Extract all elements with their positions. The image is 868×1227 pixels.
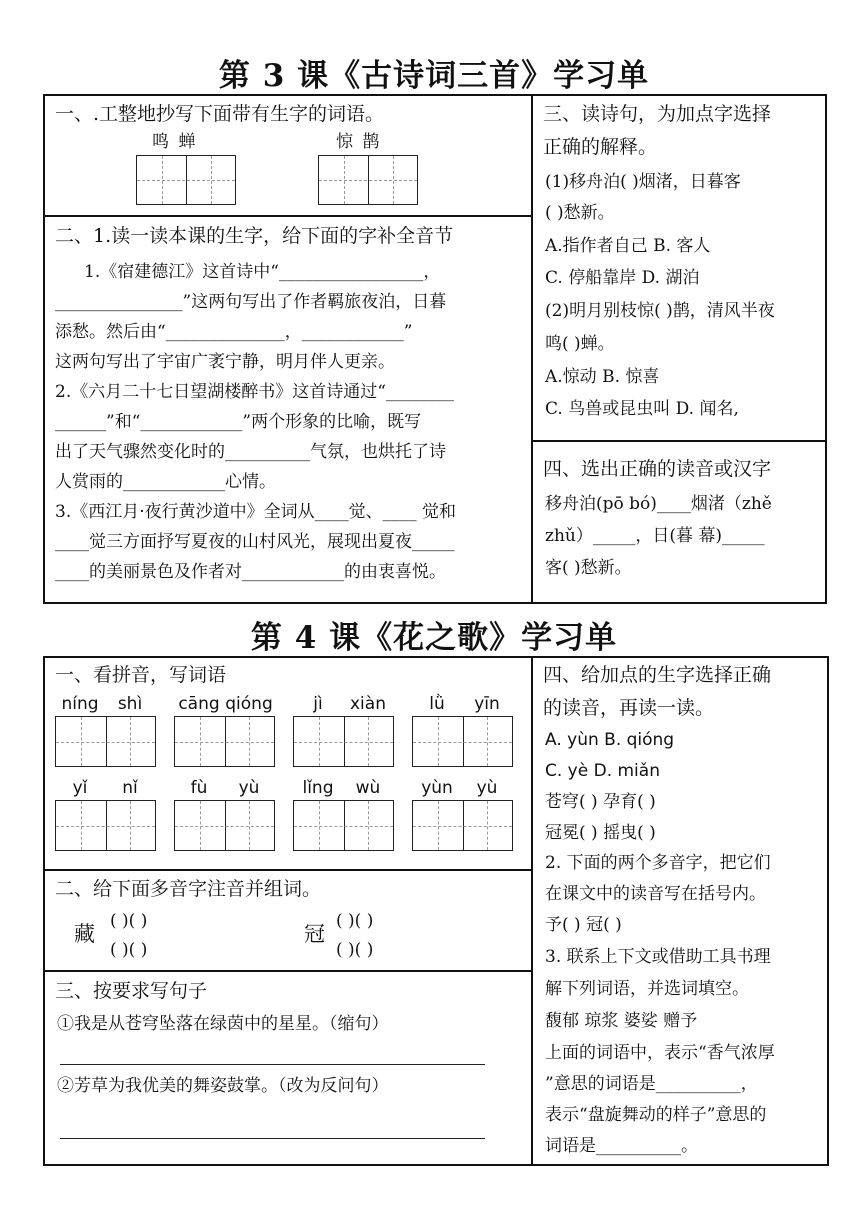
answer-blank[interactable]: ( )( ) bbox=[110, 911, 148, 931]
text-line: 1.《宿建德江》这首诗中“_________________， bbox=[84, 262, 441, 282]
answer-line[interactable] bbox=[60, 1064, 485, 1065]
pinyin-label: yùn bbox=[421, 778, 453, 798]
writing-grid[interactable] bbox=[318, 155, 418, 205]
text-line: _______________”这两句写出了作者羁旅夜泊，日暮 bbox=[55, 292, 447, 312]
polyphone-char: 冠 bbox=[304, 922, 325, 946]
divider bbox=[531, 656, 533, 1166]
writing-grid[interactable] bbox=[174, 800, 275, 851]
pinyin-label: yǐ bbox=[72, 778, 88, 798]
text-line: 这两句写出了宇宙广袤宁静，明月伴人更亲。 bbox=[55, 352, 395, 372]
writing-grid[interactable] bbox=[293, 800, 394, 851]
text-line: 3. 联系上下文或借助工具书理 bbox=[545, 947, 771, 967]
section-heading: 的读音，再读一读。 bbox=[543, 697, 715, 719]
text-line: 2.《六月二十七日望湖楼醉书》这首诗通过“________ bbox=[55, 382, 454, 402]
pinyin-label: lǐng bbox=[302, 778, 334, 798]
text-line: 2. 下面的两个多音字，把它们 bbox=[545, 853, 771, 873]
section-heading: 正确的解释。 bbox=[543, 136, 658, 158]
pinyin-label: jì bbox=[313, 694, 323, 714]
section-heading: 三、按要求写句子 bbox=[55, 980, 208, 1002]
pinyin-label: fù bbox=[190, 778, 208, 798]
text-line: 鸣( )蝉。 bbox=[545, 334, 615, 354]
pinyin-label: yù bbox=[238, 778, 260, 798]
pinyin-label: cāng bbox=[178, 694, 220, 714]
text-line: 移舟泊(pō bó)____烟渚（zhě bbox=[545, 494, 772, 514]
text-line: 客( )愁新。 bbox=[545, 558, 632, 578]
copy-word: 鸣 蝉 bbox=[152, 132, 198, 152]
pinyin-label: yù bbox=[476, 778, 498, 798]
text-line: 上面的词语中，表示“香气浓厚 bbox=[545, 1043, 775, 1063]
lesson4-title: 第 4 课《花之歌》学习单 bbox=[250, 620, 618, 656]
text-line: 冠冕( ) 摇曳( ) bbox=[545, 823, 656, 843]
answer-blank[interactable]: ( )( ) bbox=[336, 911, 374, 931]
writing-grid[interactable] bbox=[412, 716, 513, 767]
text-line: 添愁。然后由“______________，____________” bbox=[55, 322, 413, 342]
text-line: 苍穹( ) 孕育( ) bbox=[545, 792, 656, 812]
writing-grid[interactable] bbox=[55, 716, 156, 767]
section-heading: 三、读诗句，为加点字选择 bbox=[543, 103, 772, 125]
section-heading: 一、.工整地抄写下面带有生字的词语。 bbox=[55, 103, 385, 125]
option-line: A. yùn B. qióng bbox=[545, 730, 675, 750]
option-line: C. yè D. miǎn bbox=[545, 761, 660, 781]
question-text: ②芳草为我优美的舞姿鼓掌。（改为反问句） bbox=[57, 1076, 389, 1096]
pinyin-label: wù bbox=[355, 778, 381, 798]
text-line: ”意思的词语是__________， bbox=[545, 1074, 758, 1094]
pinyin-label: shì bbox=[117, 694, 143, 714]
text-line: zhǔ）_____，日(暮 幕)_____ bbox=[545, 526, 765, 546]
lesson3-title: 第 3 课《古诗词三首》学习单 bbox=[218, 58, 650, 94]
section-heading: 一、看拼音，写词语 bbox=[55, 664, 227, 686]
divider bbox=[43, 869, 532, 871]
text-line: ____的美丽景色及作者对____________的由衷喜悦。 bbox=[55, 562, 446, 582]
option-line: A.指作者自己 B. 客人 bbox=[545, 236, 711, 256]
section-heading: 四、选出正确的读音或汉字 bbox=[543, 458, 772, 480]
text-line: 出了天气骤然变化时的__________气氛，也烘托了诗 bbox=[55, 442, 446, 462]
pinyin-label: nǐ bbox=[122, 778, 138, 798]
text-line: 人赏雨的____________心情。 bbox=[55, 472, 276, 492]
section-heading: 二、1.读一读本课的生字，给下面的字补全音节 bbox=[55, 225, 454, 247]
divider bbox=[531, 440, 827, 442]
text-line: ______”和“____________”两个形象的比喻，既写 bbox=[55, 412, 422, 432]
pinyin-label: níng bbox=[61, 694, 99, 714]
answer-line[interactable] bbox=[60, 1138, 485, 1139]
text-line: 在课文中的读音写在括号内。 bbox=[545, 884, 766, 904]
writing-grid[interactable] bbox=[412, 800, 513, 851]
option-line: C. 停船靠岸 D. 湖泊 bbox=[545, 268, 700, 288]
writing-grid[interactable] bbox=[55, 800, 156, 851]
word-options: 馥郁 琼浆 婆娑 赠予 bbox=[545, 1011, 698, 1031]
text-line: 表示“盘旋舞动的样子”意思的 bbox=[545, 1105, 767, 1125]
copy-word: 惊 鹊 bbox=[336, 132, 382, 152]
writing-grid[interactable] bbox=[174, 716, 275, 767]
writing-grid[interactable] bbox=[136, 155, 236, 205]
text-line: 3.《西江月·夜行黄沙道中》全词从____觉、____ 觉和 bbox=[55, 502, 457, 522]
section-heading: 四、给加点的生字选择正确 bbox=[543, 664, 772, 686]
pinyin-label: qióng bbox=[225, 694, 273, 714]
text-line: ( )愁新。 bbox=[545, 203, 615, 223]
section-heading: 二、给下面多音字注音并组词。 bbox=[55, 878, 322, 900]
answer-blank[interactable]: ( )( ) bbox=[336, 940, 374, 960]
text-line: 予( ) 冠( ) bbox=[545, 915, 622, 935]
polyphone-char: 藏 bbox=[74, 922, 95, 946]
divider bbox=[43, 215, 532, 217]
option-line: A.惊动 B. 惊喜 bbox=[545, 367, 660, 387]
text-line: ____觉三方面抒写夏夜的山村风光，展现出夏夜_____ bbox=[55, 532, 455, 552]
divider bbox=[531, 94, 533, 604]
answer-blank[interactable]: ( )( ) bbox=[110, 940, 148, 960]
option-line: C. 鸟兽或昆虫叫 D. 闻名, bbox=[545, 399, 739, 419]
divider bbox=[43, 970, 532, 972]
text-line: (1)移舟泊( )烟渚，日暮客 bbox=[545, 172, 741, 192]
text-line: (2)明月别枝惊( )鹊，清风半夜 bbox=[545, 301, 775, 321]
pinyin-label: yīn bbox=[474, 694, 500, 714]
writing-grid[interactable] bbox=[293, 716, 394, 767]
text-line: 解下列词语，并选词填空。 bbox=[545, 979, 749, 999]
pinyin-label: xiàn bbox=[350, 694, 386, 714]
pinyin-label: lǜ bbox=[429, 694, 445, 714]
question-text: ①我是从苍穹坠落在绿茵中的星星。（缩句） bbox=[57, 1014, 389, 1034]
text-line: 词语是__________。 bbox=[545, 1136, 698, 1156]
